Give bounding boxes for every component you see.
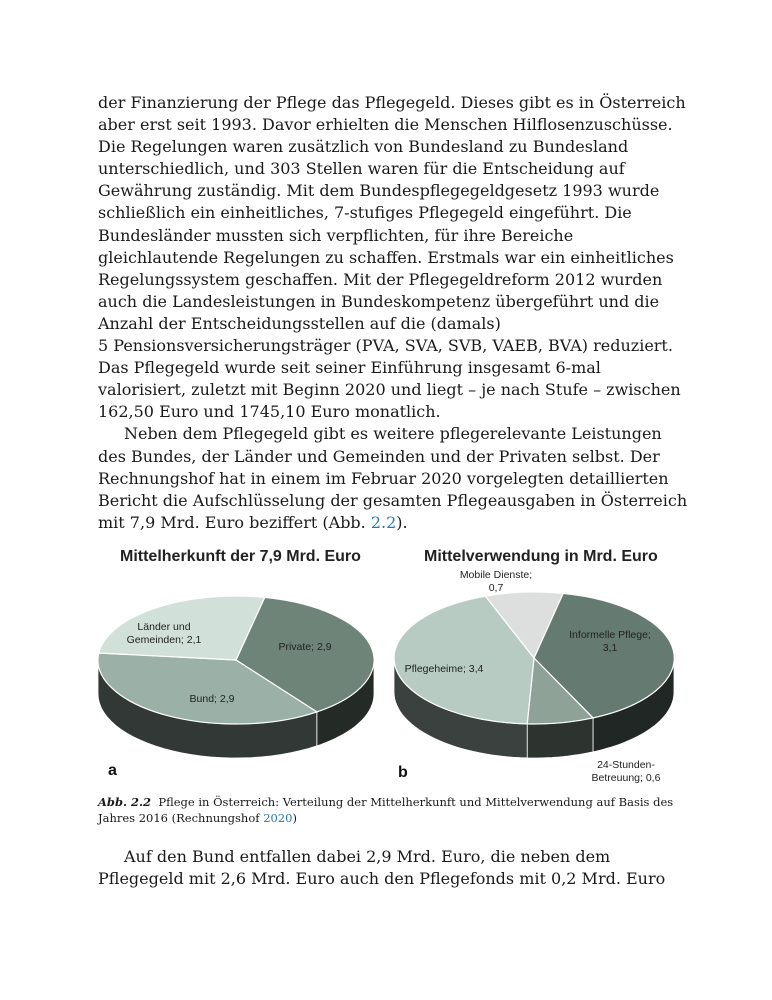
pie-charts-figure (0, 560, 772, 790)
paragraph-line: Regelungssystem geschaffen. Mit der Pflegegeldreform 2012 wurden (98, 269, 663, 289)
paragraph-line-end: ). (396, 512, 408, 532)
paragraph-line: schließlich ein einheitliches, 7-stufiges Pflegegeld eingeführt. Die (98, 203, 632, 223)
paragraph-line: der Finanzierung der Pflege das Pflegegeld. Dieses gibt es in Österreich (98, 93, 686, 112)
paragraph-line: Pflegegeld mit 2,6 Mrd. Euro auch den Pflegefonds mit 0,2 Mrd. Euro (98, 869, 666, 889)
paragraph-line: aber erst seit 1993. Davor erhielten die Menschen Hilflosenzuschüsse. (98, 115, 673, 135)
paragraph-line: Anzahl der Entscheidungsstellen auf die (damals) (98, 313, 501, 333)
paragraph-line: Neben dem Pflegegeld gibt es weitere pflegerelevante Leistungen (124, 424, 662, 444)
pie-slice-label: Bund; 2,9 (189, 693, 235, 705)
paragraph-line: unterschiedlich, und 303 Stellen waren für die Entscheidung auf (98, 159, 625, 179)
paragraph-line: Das Pflegegeld wurde seit seiner Einführung insgesamt 6-mal (98, 358, 601, 378)
paragraph-line: Die Regelungen waren zusätzlich von Bundesland zu Bundesland (98, 137, 629, 157)
paragraph-line: Rechnungshof hat in einem im Februar 2020 vorgelegten detaillierten (98, 468, 669, 488)
paragraph-line: valorisiert, zuletzt mit Beginn 2020 und liegt – je nach Stufe – zwischen (98, 380, 681, 400)
paragraph-line: Gewährung zuständig. Mit dem Bundespflegegeldgesetz 1993 wurde (98, 181, 660, 201)
pie-slice-label: 24-Stunden-Betreuung; 0,6 (591, 759, 661, 784)
panel-letter-a: a (108, 762, 117, 779)
pie-slice-label: Mobile Dienste; 0,7 (459, 569, 533, 594)
panel-letter-b: b (398, 764, 408, 781)
pie-slice-label: Länder und Gemeinden; 2,1 (126, 621, 202, 646)
pie-slice-label: Private; 2,9 (278, 641, 332, 653)
paragraph-3 (98, 846, 690, 890)
paragraph-line: 162,50 Euro und 1745,10 Euro monatlich. (98, 402, 441, 422)
body-text-bottom (98, 846, 690, 890)
paragraph-2 (98, 423, 690, 533)
paragraph-line: gleichlautende Regelungen zu schaffen. Erstmals war ein einheitliches (98, 247, 674, 267)
paragraph-line: auch die Landesleistungen in Bundeskompetenz übergeführt und die (98, 291, 660, 311)
paragraph-line: des Bundes, der Länder und Gemeinden und der Privaten selbst. Der (98, 446, 660, 466)
paragraph-line: 5 Pensionsversicherungsträger (PVA, SVA, SVB, VAEB, BVA) reduziert. (98, 336, 673, 356)
pie-chart-b (394, 569, 674, 784)
caption-text-end: ) (292, 811, 297, 825)
paragraph-1 (98, 92, 690, 423)
caption-label: Abb. 2.2 (98, 795, 152, 809)
chart-title-b: Mittelverwendung in Mrd. Euro (424, 548, 658, 565)
paragraph-line: Auf den Bund entfallen dabei 2,9 Mrd. Euro, die neben dem (124, 847, 611, 866)
pie-slice-label: Informelle Pflege; 3,1 (569, 629, 651, 654)
paragraph-line: Bundesländer mussten sich verpflichten, für ihre Bereiche (98, 225, 574, 245)
paragraph-line: mit 7,9 Mrd. Euro beziffert (Abb. (98, 512, 371, 532)
chart-title-a: Mittelherkunft der 7,9 Mrd. Euro (120, 548, 361, 565)
paragraph-line: Bericht die Aufschlüsselung der gesamten Pflegeausgaben in Österreich (98, 490, 688, 510)
figure-caption (98, 794, 698, 826)
pie-slice-label: Pflegeheime; 3,4 (404, 663, 484, 675)
pie-chart-a (98, 596, 374, 758)
caption-text: Pflege in Österreich: Verteilung der Mittelherkunft und Mittelverwendung auf Basis des Jahres 2016 (Rechnungshof (98, 795, 674, 825)
figure-reference-link[interactable]: 2.2 (370, 512, 397, 532)
caption-reference-link[interactable]: 2020 (263, 811, 293, 825)
body-text-top (98, 92, 690, 534)
